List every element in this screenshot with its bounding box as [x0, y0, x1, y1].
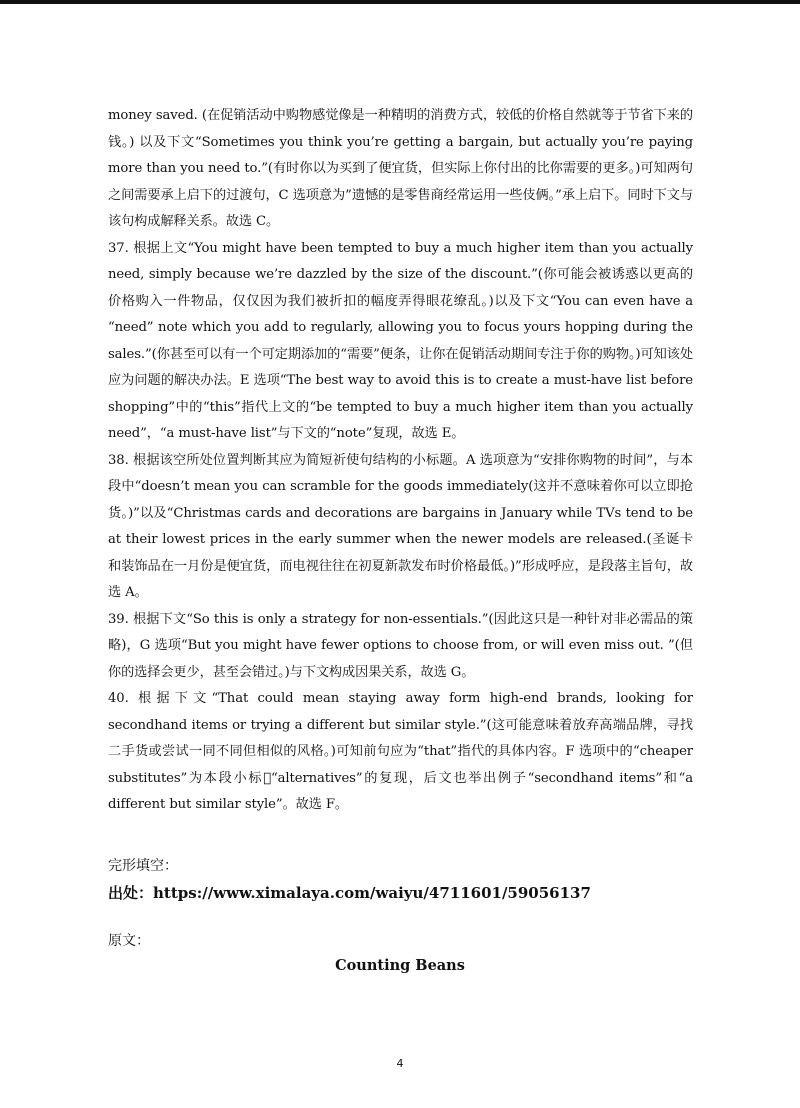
explanation-paragraph-40: 40. 根据下文“That could mean staying away form high-end brands, looking for secondhand items or trying a different but similar style.”(这可能意味着放弃高端品牌，寻找二手货或尝试一同不同但相似的风格。)可知前句应为“that”指代的具体内容。F 选项中的“cheaper substitutes”为本段小标􏰀“alternatives”的复现，后文也举出例子“secondhand items”和“a different but similar style”。故选 F。	[108, 691, 693, 812]
article-title: Counting Beans	[335, 957, 465, 974]
page-number: 4	[396, 1057, 404, 1070]
source-line	[108, 882, 591, 903]
source-label: 出处：	[108, 884, 154, 902]
cloze-section-label: 完形填空：	[108, 858, 178, 874]
explanation-paragraph-36: money saved. (在促销活动中购物感觉像是一种精明的消费方式，较低的价格自然就等于节省下来的钱。) 以及下文“Sometimes you think you’re getting a bargain, but actually you’re paying more than you need to.”(有时你以为买到了便宜货，但实际上你付出的比你需要的更多。)可知两句之间需要承上启下的过渡句，C 选项意为”遗憾的是零售商经常运用一些伎俩。”承上启下。同时下文与该句构成解释关系。故选 C。	[108, 108, 693, 229]
original-text-label: 原文：	[108, 933, 150, 949]
answer-explanations	[108, 103, 693, 819]
source-url: https://www.ximalaya.com/waiyu/4711601/59056137	[153, 884, 591, 902]
top-border	[0, 0, 800, 4]
explanation-paragraph-37: 37. 根据上文“You might have been tempted to buy a much higher item than you actually need, simply because we’re dazzled by the size of the discount.”(你可能会被诱惑以更高的价格购入一件物品，仅仅因为我们被折扣的幅度弄得眼花缭乱。)以及下文“You can even have a “need” note which you add to regularly, allowing you to focus yours hopping during the sales.”(你甚至可以有一个可定期添加的“需要”便条，让你在促销活动期间专注于你的购物。)可知该处应为问题的解决办法。E 选项“The best way to avoid this is to create a must-have list before shopping”中的“this”指代上文的“be tempted to buy a much higher item than you actually need”，“a must-have list”与下文的“note”复现，故选 E。	[108, 240, 693, 441]
explanation-paragraph-38: 38. 根据该空所处位置判断其应为简短祈使句结构的小标题。A 选项意为“安排你购物的时间”，与本段中“doesn’t mean you can scramble for the goods immediately(这并不意味着你可以立即抢货。)”以及“Christmas cards and decorations are bargains in January while TVs tend to be at their lowest prices in the early summer when the newer models are released.(圣诞卡和装饰品在一月份是便宜货，而电视往往在初夏新款发布时价格最低。)”形成呼应，是段落主旨句，故选 A。	[108, 452, 693, 600]
explanation-paragraph-39: 39. 根据下文“So this is only a strategy for non-essentials.”(因此这只是一种针对非必需品的策略)，G 选项“But you might have fewer options to choose from, or will even miss out. ”(但你的选择会更少，甚至会错过。)与下文构成因果关系，故选 G。	[108, 611, 693, 680]
